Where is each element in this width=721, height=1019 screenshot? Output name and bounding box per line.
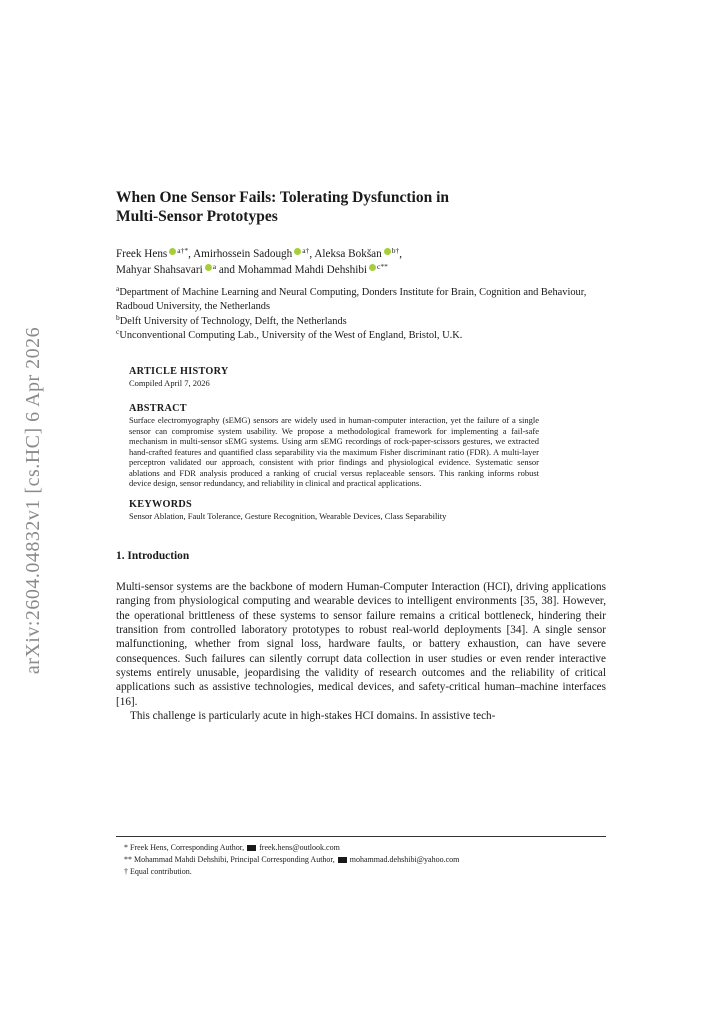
footnote-item: ** Mohammad Mahdi Dehshibi, Principal Corresponding Author, mohammad.dehshibi@yahoo.com [124, 855, 460, 864]
author-name: Mohammad Mahdi Dehshibi [237, 264, 368, 276]
footnotes [116, 836, 606, 878]
affiliation-item: $^b$Delft University of Technology, Delft, the Netherlands [116, 312, 347, 327]
section-heading-introduction: 1. Introduction [116, 550, 190, 563]
author-list: Freek Hens $^{a\dagger*}$, Amirhossein Sadough $^{a\dagger}$, Aleksa Bokšan $^{b\dagger}$, Mahyar Shahsavari $^a$ and Mohammad Mahdi Dehshibi $^{c**}$ [116, 246, 403, 276]
orcid-icon[interactable] [205, 264, 212, 271]
abstract-text: Surface electromyography (sEMG) sensors are widely used in human-computer interaction, yet the failure of a single sensor can compromise system usability. We propose a methodological framework for implementing a fail-safe mechanism in multi-sensor sEMG systems. Using arm sEMG recordings of rock-paper-scissors gestures, we extracted hand-crafted features and quantified class separability via the maximum Fisher discriminant ratio (FDR). A multi-layer perceptron validated our approach, consistent with prior findings and physiological evidence. Systematic sensor ablations and FDR analysis produced a ranking of crucial versus replaceable sensors. This ranking informs robust device design, sensor redundancy, and reliability in clinical and practical applications. [129, 415, 539, 489]
orcid-icon[interactable] [294, 248, 301, 255]
front-matter-box [129, 366, 539, 522]
author-affiliation-mark: a [212, 262, 217, 271]
envelope-icon [338, 857, 347, 863]
arxiv-identifier [10, 300, 58, 700]
article-history-heading: ARTICLE HISTORY [129, 365, 229, 377]
author-name: Amirhossein Sadough [193, 248, 293, 260]
article-history [129, 366, 539, 389]
author-affiliation-mark: b† [391, 246, 400, 255]
author-affiliation-mark: c** [377, 262, 388, 271]
orcid-icon[interactable] [369, 264, 376, 271]
footnote-item: * Freek Hens, Corresponding Author, freek.hens@outlook.com [124, 843, 340, 852]
paper-title: When One Sensor Fails: Tolerating Dysfunction in Multi-Sensor Prototypes [116, 189, 450, 225]
orcid-icon[interactable] [384, 248, 391, 255]
author-name: Freek Hens [116, 248, 168, 260]
email-link[interactable]: freek.hens@outlook.com [259, 843, 340, 852]
paper-front-matter [116, 188, 606, 723]
paragraph: This challenge is particularly acute in high-stakes HCI domains. In assistive tech- [130, 709, 496, 722]
footnote-item: † Equal contribution. [124, 867, 192, 876]
author-name: Aleksa Bokšan [314, 248, 382, 260]
keywords [129, 499, 539, 522]
envelope-icon [247, 845, 256, 851]
compiled-date: Compiled April 7, 2026 [129, 377, 210, 388]
author-name: Mahyar Shahsavari [116, 264, 203, 276]
email-link[interactable]: mohammad.dehshibi@yahoo.com [349, 855, 460, 864]
abstract [129, 403, 539, 489]
affiliation-item: $^a$Department of Machine Learning and Neural Computing, Donders Institute for Brain, Cognition and Behaviour, Radboud University, the Netherlands [116, 284, 587, 313]
keywords-text: Sensor Ablation, Fault Tolerance, Gesture Recognition, Wearable Devices, Class Separability [129, 510, 447, 521]
keywords-heading: KEYWORDS [129, 498, 192, 510]
introduction-body [116, 580, 606, 723]
arxiv-identifier-text: arXiv:2604.04832v1 [cs.HC] 6 Apr 2026 [22, 326, 45, 674]
paragraph: Multi-sensor systems are the backbone of modern Human-Computer Interaction (HCI), driving applications ranging from physiological computing and wearable devices to intelligent environments [35, 38]. However, the operational brittleness of these systems to sensor failure remains a critical bottleneck, hindering their transition from controlled laboratory prototypes to robust real-world deployments [34]. A single sensor malfunctioning, whether from signal loss, hardware faults, or battery exhaustion, can have severe consequences. Such failures can silently corrupt data collection in user studies or even render interactive systems entirely unusable, jeopardising the validity of research outcomes and the reliability of critical applications such as assistive technologies, medical devices, and safety-critical human–machine interfaces [16]. [116, 581, 606, 708]
author-affiliation-mark: a†* [177, 246, 189, 255]
abstract-heading: ABSTRACT [129, 403, 187, 415]
author-affiliation-mark: a† [302, 246, 310, 255]
affiliation-list [116, 286, 606, 344]
affiliation-item: $^c$Unconventional Computing Lab., University of the West of England, Bristol, U.K. [116, 327, 463, 342]
orcid-icon[interactable] [169, 248, 176, 255]
